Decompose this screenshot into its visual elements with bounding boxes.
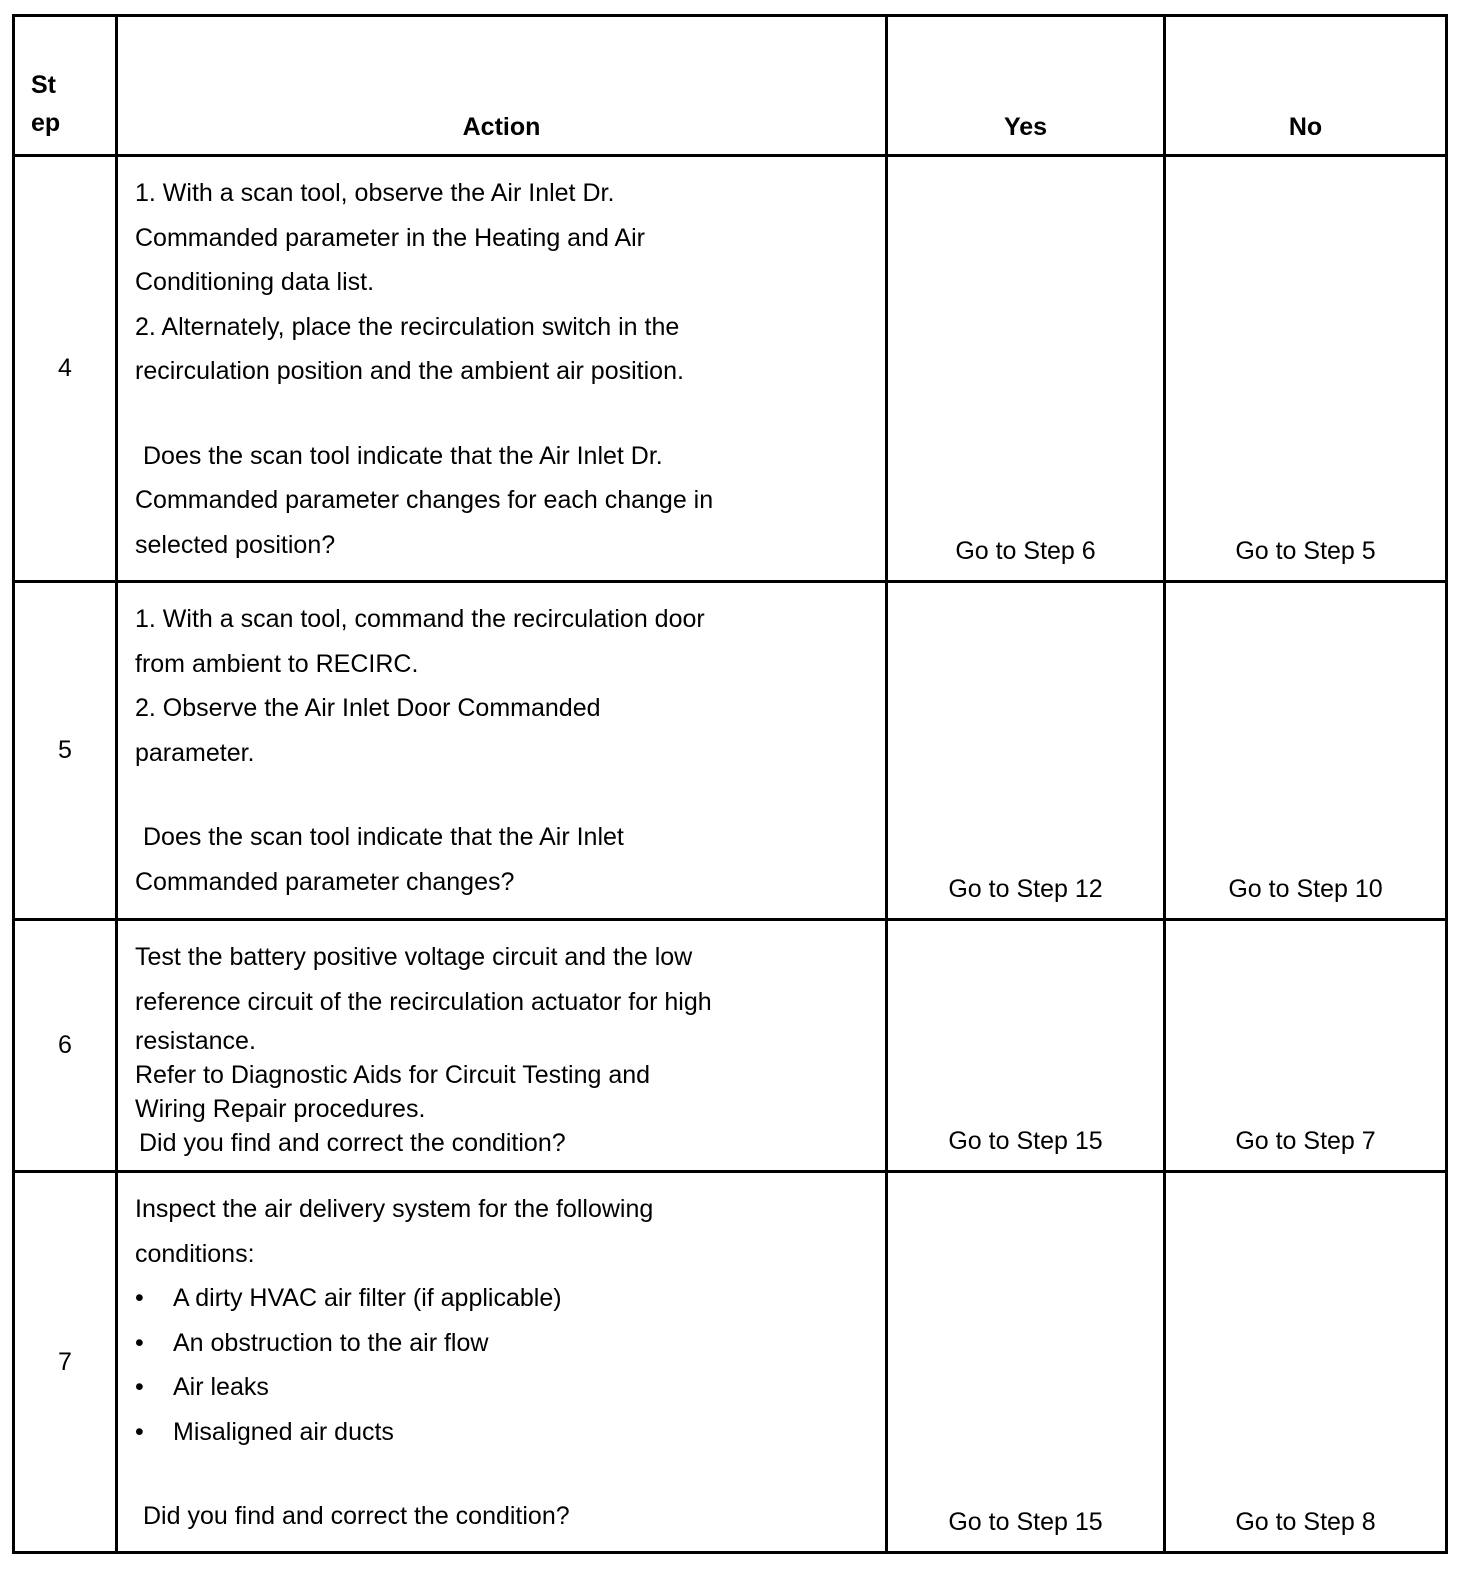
yes-result: Go to Step 6: [887, 156, 1165, 582]
action-line: 1. With a scan tool, command the recirculation door: [135, 605, 705, 633]
action-line: 1. With a scan tool, observe the Air Inlet Dr.: [135, 179, 615, 207]
header-step: St ep: [14, 16, 117, 156]
step-number: 7: [14, 1172, 117, 1553]
question-line: Commanded parameter changes?: [135, 867, 515, 896]
action-cell: [117, 156, 887, 582]
action-line: Test the battery positive voltage circuit and the low: [135, 943, 693, 971]
question-line: Did you find and correct the condition?: [143, 1502, 570, 1530]
question-line: Commanded parameter changes for each change in: [135, 486, 714, 514]
no-result: Go to Step 8: [1165, 1172, 1447, 1553]
action-line: resistance.: [135, 1027, 256, 1055]
step-number: 5: [14, 582, 117, 920]
action-line: Inspect the air delivery system for the following: [135, 1195, 654, 1223]
header-no: No: [1165, 16, 1447, 156]
action-line: 2. Observe the Air Inlet Door Commanded: [135, 694, 601, 722]
no-result: Go to Step 5: [1165, 156, 1447, 582]
table-row: [14, 582, 1447, 920]
yes-result: Go to Step 15: [887, 920, 1165, 1172]
header-action: Action: [117, 16, 887, 156]
action-line: parameter.: [135, 738, 255, 767]
no-result: Go to Step 7: [1165, 920, 1447, 1172]
list-item: • Misaligned air ducts: [135, 1417, 394, 1446]
yes-result: Go to Step 12: [887, 582, 1165, 920]
action-cell: [117, 582, 887, 920]
question-line: Did you find and correct the condition?: [139, 1129, 566, 1157]
list-item: • Air leaks: [135, 1373, 269, 1401]
table-row: [14, 1172, 1447, 1553]
action-line: conditions:: [135, 1239, 255, 1268]
no-result: Go to Step 10: [1165, 582, 1447, 920]
diagnostic-steps-table: [12, 14, 1448, 1554]
action-line: Refer to Diagnostic Aids for Circuit Testing and: [135, 1061, 651, 1089]
action-cell: [117, 1172, 887, 1553]
list-item: • A dirty HVAC air filter (if applicable): [135, 1284, 562, 1312]
yes-result: Go to Step 15: [887, 1172, 1165, 1553]
header-yes: Yes: [887, 16, 1165, 156]
table-row: [14, 156, 1447, 582]
list-item: • An obstruction to the air flow: [135, 1328, 489, 1357]
action-line: Wiring Repair procedures.: [135, 1095, 426, 1123]
action-line: Commanded parameter in the Heating and Air: [135, 223, 646, 252]
action-line: recirculation position and the ambient air position.: [135, 357, 684, 385]
action-line: 2. Alternately, place the recirculation switch in the: [135, 312, 680, 341]
action-cell: [117, 920, 887, 1172]
table-row: [14, 920, 1447, 1172]
action-line: from ambient to RECIRC.: [135, 649, 419, 678]
action-line: Conditioning data list.: [135, 268, 375, 296]
header-row: [14, 16, 1447, 156]
step-number: 4: [14, 156, 117, 582]
question-line: Does the scan tool indicate that the Air Inlet Dr.: [143, 441, 663, 470]
question-line: selected position?: [135, 530, 336, 559]
step-number: 6: [14, 920, 117, 1172]
action-line: reference circuit of the recirculation actuator for high: [135, 987, 712, 1016]
question-line: Does the scan tool indicate that the Air Inlet: [143, 823, 624, 851]
